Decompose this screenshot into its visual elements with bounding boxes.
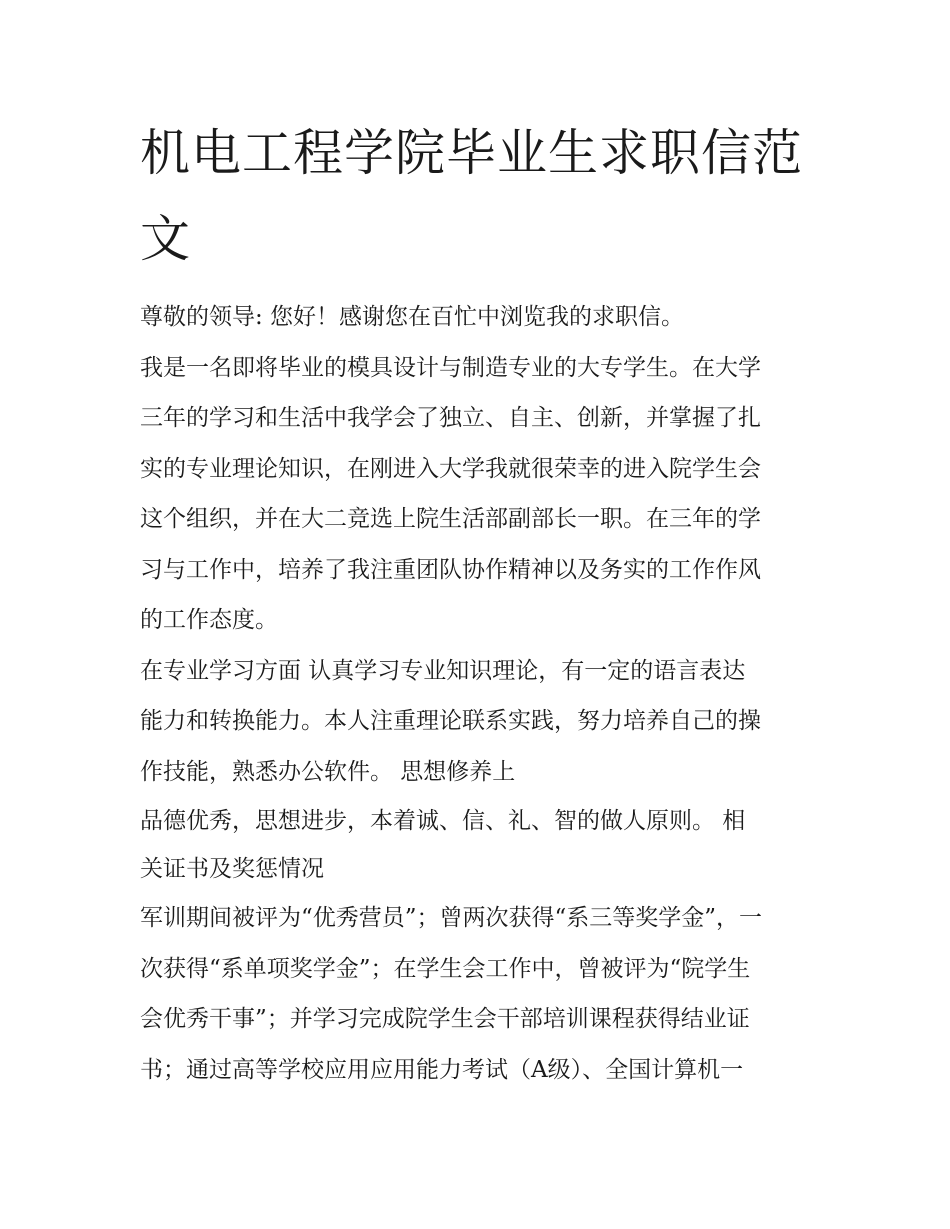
text-line: 这个组织，并在大二竞选上院生活部副部长一职。在三年的学 (140, 506, 761, 532)
text-line: 关证书及奖惩情况 (140, 856, 324, 882)
text-line: 习与工作中，培养了我注重团队协作精神以及务实的工作作风 (140, 556, 761, 583)
text-line: 军训期间被评为“优秀营员”；曾两次获得“系三等奖学金”，一 (140, 905, 763, 931)
document-title-line-1: 机电工程学院毕业生求职信范 (140, 124, 803, 182)
text-line: 会优秀干事”；并学习完成院学生会干部培训课程获得结业证 (140, 1006, 750, 1032)
text-line: 我是一名即将毕业的模具设计与制造专业的大专学生。在大学 (140, 354, 761, 381)
document-title-line-2: 文 (140, 210, 191, 268)
text-line: 实的专业理论知识，在刚进入大学我就很荣幸的进入院学生会 (140, 455, 761, 482)
document-body (140, 292, 812, 1095)
text-line: 的工作态度。 (140, 607, 278, 633)
text-line: 能力和转换能力。本人注重理论联系实践，努力培养自己的操 (140, 708, 761, 734)
document-title (140, 110, 812, 282)
text-line: 在专业学习方面 认真学习专业知识理论，有一定的语言表达 (140, 657, 746, 684)
text-line: 品德优秀，思想进步，本着诚、信、礼、智的做人原则。 相 (140, 808, 746, 834)
text-line: 次获得“系单项奖学金”；在学生会工作中，曾被评为“院学生 (140, 955, 751, 982)
text-line: 三年的学习和生活中我学会了独立、自主、创新，并掌握了扎 (140, 405, 761, 431)
text-line: 尊敬的领导: 您好！感谢您在百忙中浏览我的求职信。 (140, 304, 685, 330)
text-line: 作技能，熟悉办公软件。 思想修养上 (140, 758, 516, 785)
text-line: 书；通过高等学校应用应用能力考试（A级）、全国计算机一 (140, 1056, 744, 1083)
document-page (140, 110, 812, 1095)
